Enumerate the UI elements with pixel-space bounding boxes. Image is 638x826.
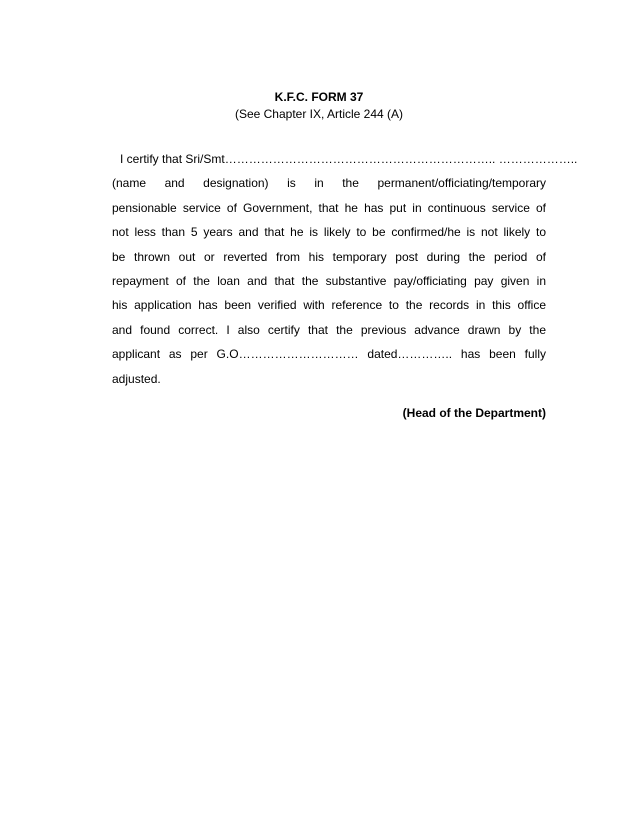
certificate-line: adjusted. [112,371,161,386]
certificate-line: I certify that Sri/Smt………………………………………………………….. ……………….. [120,152,578,166]
certificate-line: pensionable service of Government, that he has put in continuous service of [112,200,546,215]
certificate-body [112,147,578,391]
form-subtitle: (See Chapter IX, Article 244 (A) [234,107,404,121]
certificate-line: his application has been verified with reference to the records in this office [112,298,546,313]
certificate-line: not less than 5 years and that he is likely to be confirmed/he is not likely to [112,225,546,240]
certificate-line: and found correct. I also certify that the previous advance drawn by the [112,322,546,337]
certificate-line: applicant as per G.O………………………… dated………….. has been fully [112,347,546,362]
certificate-line: be thrown out or reverted from his temporary post during the period of [112,249,546,264]
certificate-line: (name and designation) is in the permanent/officiating/temporary [112,176,546,191]
certificate-line: repayment of the loan and that the substantive pay/officiating pay given in [112,273,546,288]
form-title: K.F.C. FORM 37 [274,90,364,104]
signature-label: (Head of the Department) [402,406,546,420]
